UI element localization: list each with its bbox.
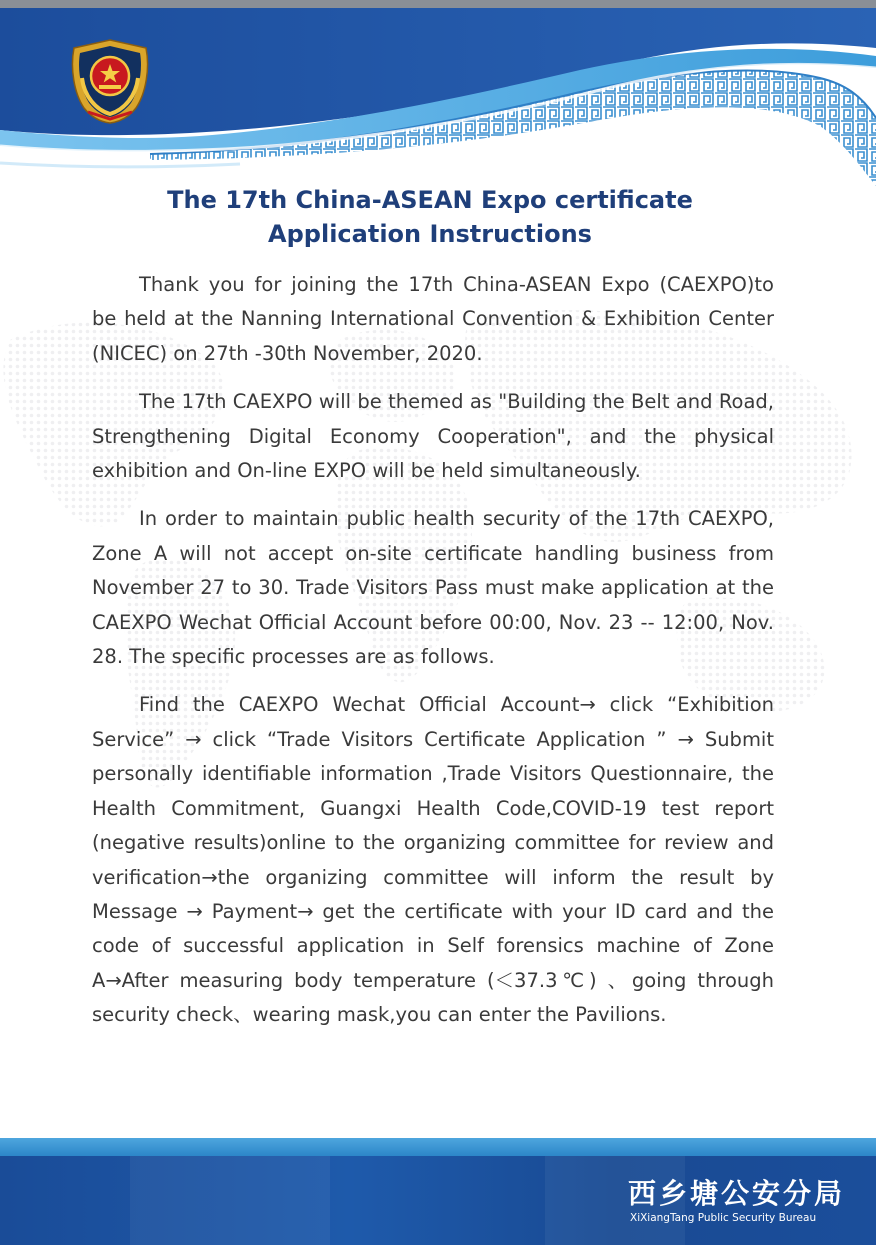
title-line-2: Application Instructions <box>268 220 592 248</box>
paragraph-health-security: In order to maintain public health security of the 17th CAEXPO, Zone A will not accept on-site certificate handling business from November 27 to 30. Trade Visitors Pass must make application at the CAEXPO Wechat Official Account before 00:00, Nov. 23 -- 12:00, Nov. 28. The specific processes are as follows. <box>92 507 774 669</box>
paragraph-process: Find the CAEXPO Wechat Official Account→ click “Exhibition Service” → click “Trade Visitors Certificate Application ” → Submit personally identifiable information ,Trade Visitors Questionnaire, the Health Commitment, Guangxi Health Code,COVID-19 test report (negative results)online to the organizing committee for review and verification→the organizing committee will inform the result by Message → Payment→ get the certificate with your ID card and the code of successful application in Self forensics machine of Zone A→After measuring body temperature (＜37.3℃) 、going through security check、wearing mask,you can enter the Pavilions. <box>92 693 774 1027</box>
document-body <box>92 268 774 1047</box>
page-title <box>120 183 740 251</box>
bureau-name-english: XiXiangTang Public Security Bureau <box>630 1212 817 1224</box>
footer-accent-band <box>0 1138 876 1156</box>
paragraph-theme: The 17th CAEXPO will be themed as "Building the Belt and Road, Strengthening Digital Economy Cooperation", and the physical exhibition and On-line EXPO will be held simultaneously. <box>92 390 774 483</box>
police-emblem-icon <box>66 38 154 124</box>
footer-panel <box>130 1156 330 1245</box>
top-strip <box>0 0 876 8</box>
paragraph-intro: Thank you for joining the 17th China-ASEAN Expo (CAEXPO)to be held at the Nanning International Convention & Exhibition Center (NICEC) on 27th -30th November, 2020. <box>92 273 774 365</box>
bureau-name-chinese: 西乡塘公安分局 <box>628 1177 846 1210</box>
title-line-1: The 17th China-ASEAN Expo certificate <box>167 186 693 214</box>
